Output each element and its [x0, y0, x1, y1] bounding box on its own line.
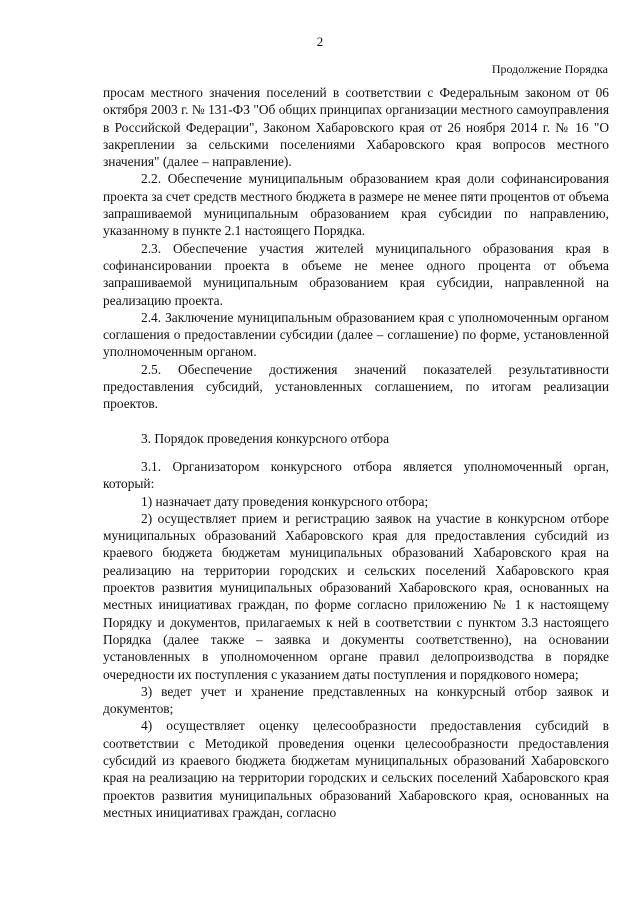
paragraph: 2.4. Заключение муниципальным образованием края с уполномоченным органом соглашения о предоставлении субсидии (далее – соглашение) по форме, установленной уполномоченным органом. — [103, 309, 609, 360]
list-item: 3) ведет учет и хранение представленных на конкурсный отбор заявок и документов; — [103, 683, 609, 717]
list-item: 1) назначает дату проведения конкурсного отбора; — [141, 493, 429, 509]
paragraph: просам местного значения поселений в соответствии с Федеральным законом от 06 октября 2003 г. № 131-ФЗ "Об общих принципах организации местного самоуправления в Российской Федерации", Законом Хабаровского края от 26 ноября 2014 г. № 16 "О закреплении за сельскими поселениями Хабаровского края вопросов местного значения" (далее – направление). — [103, 85, 609, 170]
paragraph: 3.1. Организатором конкурсного отбора является уполномоченный орган, который: — [103, 458, 609, 492]
page-number: 2 — [316, 34, 324, 49]
list-item: 4) осуществляет оценку целесообразности предоставления субсидий в соответствии с Методикой проведения оценки целесообразности предоставления субсидий из краевого бюджета бюджетам муниципальных образований Хабаровского края на реализацию на территории городских и сельских поселений Хабаровского края проектов развития муниципальных образований Хабаровского края, основанных на местных инициативах граждан, согласно — [103, 718, 609, 820]
document-body — [103, 84, 609, 821]
continuation-label: Продолжение Порядка — [491, 62, 608, 76]
paragraph: 2.2. Обеспечение муниципальным образованием края доли софинансирования проекта за счет средств местного бюджета в размере не менее пяти процентов от объема запрашиваемой муниципальным образованием края субсидии по направлению, указанному в пункте 2.1 настоящего Порядка. — [103, 171, 609, 239]
paragraph: 2.3. Обеспечение участия жителей муниципального образования края в софинансировании проекта в объеме не менее одного процента от объема запрашиваемой муниципальным образованием края субсидии, направленной на реализацию проекта. — [103, 240, 609, 308]
list-item: 2) осуществляет прием и регистрацию заявок на участие в конкурсном отборе муниципальных образований Хабаровского края для предоставления субсидий из краевого бюджета бюджетам муниципальных образований Хабаровского края на реализацию на территории городских и сельских поселений Хабаровского края проектов развития муниципальных образований Хабаровского края, основанных на местных инициативах граждан, по форме согласно приложению № 1 к настоящему Порядку и документов, прилагаемых к ней в соответствии с пунктом 3.3 настоящего Порядка (далее также – заявка и документы соответственно), на основании установленных в уполномоченном органе правил делопроизводства в порядке очередности их поступления с указанием даты поступления и порядкового номера; — [103, 510, 609, 682]
paragraph: 2.5. Обеспечение достижения значений показателей результативности предоставления субсидий, установленных соглашением, по итогам реализации проектов. — [103, 361, 609, 412]
section-heading: 3. Порядок проведения конкурсного отбора — [141, 430, 390, 446]
